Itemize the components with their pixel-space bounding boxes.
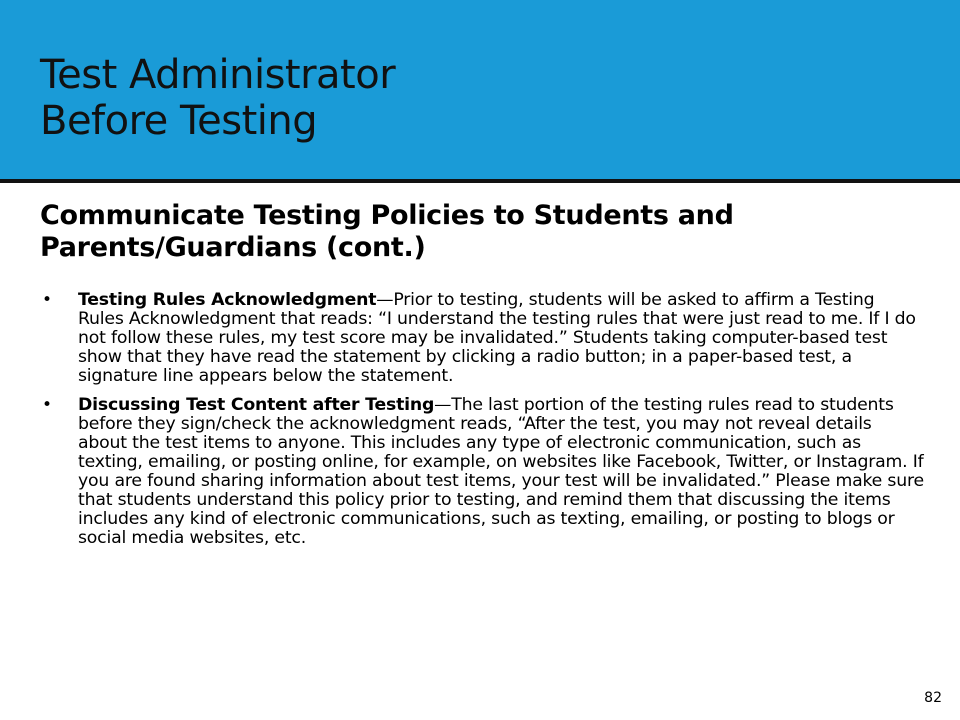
- slide-title: [40, 52, 395, 144]
- page-number: 82: [924, 690, 942, 706]
- title-bar: [0, 0, 960, 183]
- bullet-lead: Discussing Test Content after Testing: [78, 395, 435, 415]
- bullet-lead: Testing Rules Acknowledgment: [78, 290, 377, 310]
- bullet-text: —Prior to testing, students will be asked to affirm a Testing Rules Acknowledgment that reads: “I understand the testing rules that were just read to me. If I do not follow these rules, my test score may be invalidated.” Students taking computer-based test show that they have read the statement by clicking a radio button; in a paper-based test, a signature line appears below the statement.: [78, 290, 916, 386]
- bullet-list: [40, 291, 925, 558]
- slide-title-line-2: Before Testing: [40, 98, 318, 144]
- slide-subtitle: Communicate Testing Policies to Students and Parents/Guardians (cont.): [40, 200, 734, 263]
- slide-title-line-1: Test Administrator: [40, 52, 396, 98]
- bullet-testing-rules-acknowledgment: [40, 291, 925, 386]
- bullet-text: —The last portion of the testing rules read to students before they sign/check the acknowledgment reads, “After the test, you may not reveal details about the test items to anyone. This includes any type of electronic communication, such as texting, emailing, or posting online, for example, on websites like Facebook, Twitter, or Instagram. If you are found sharing information about test items, your test will be invalidated.” Please make sure that students understand this policy prior to testing, and remind them that discussing the items includes any kind of electronic communications, such as texting, emailing, or posting to blogs or social media websites, etc.: [78, 395, 924, 548]
- bullet-marker: •: [42, 290, 52, 310]
- bullet-discussing-test-content: [40, 396, 925, 548]
- bullet-marker: •: [42, 395, 52, 415]
